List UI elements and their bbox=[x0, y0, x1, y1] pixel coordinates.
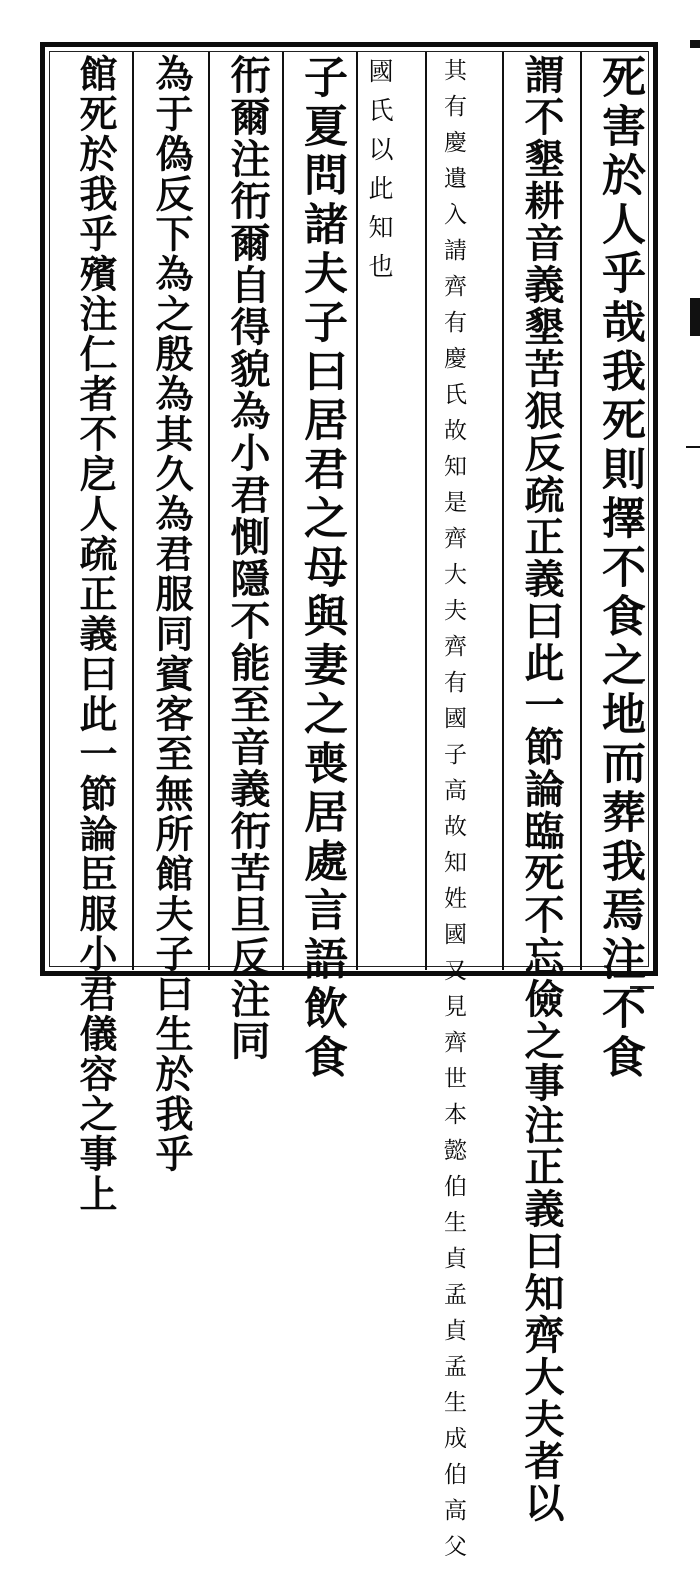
page-edge-bar-top bbox=[690, 40, 700, 48]
page-edge-bar-middle bbox=[690, 298, 700, 336]
text-column-6: 衎爾注衎爾自得貌為小君惻隱不能至音義衎苦旦反注同 bbox=[224, 54, 271, 1062]
text-column-3: 其有慶遺入請齊有慶氏故知是齊大夫齊有國子高故知姓國又見齊世本懿伯生貞孟貞孟生成伯高父 bbox=[440, 58, 466, 1570]
column-rule bbox=[356, 52, 358, 970]
column-rule bbox=[132, 52, 134, 970]
text-column-2: 謂不墾耕音義墾苦狠反疏正義曰此一節論臨死不忘儉之事注正義曰知齊大夫者以 bbox=[518, 54, 565, 1524]
column-rule bbox=[282, 52, 284, 970]
column-rule bbox=[425, 52, 427, 970]
text-column-5: 子夏問諸夫子曰居君之母與妻之喪居處言語飲食 bbox=[296, 54, 347, 1083]
text-column-8: 館死於我乎殯注仁者不戹人疏正義曰此一節論臣服小君儀容之事上 bbox=[73, 54, 118, 1214]
text-column-7: 為于偽反下為之殷為其久為君服同賓客至無所館夫子曰生於我乎 bbox=[149, 54, 194, 1174]
text-column-1: 死害於人乎哉我死則擇不食之地而葬我焉注不食 bbox=[594, 54, 645, 1083]
page-edge-mark bbox=[686, 446, 700, 448]
column-rule bbox=[580, 52, 582, 970]
column-rule bbox=[208, 52, 210, 970]
column-rule bbox=[502, 52, 504, 970]
text-column-4: 國氏以此知也 bbox=[365, 58, 394, 292]
